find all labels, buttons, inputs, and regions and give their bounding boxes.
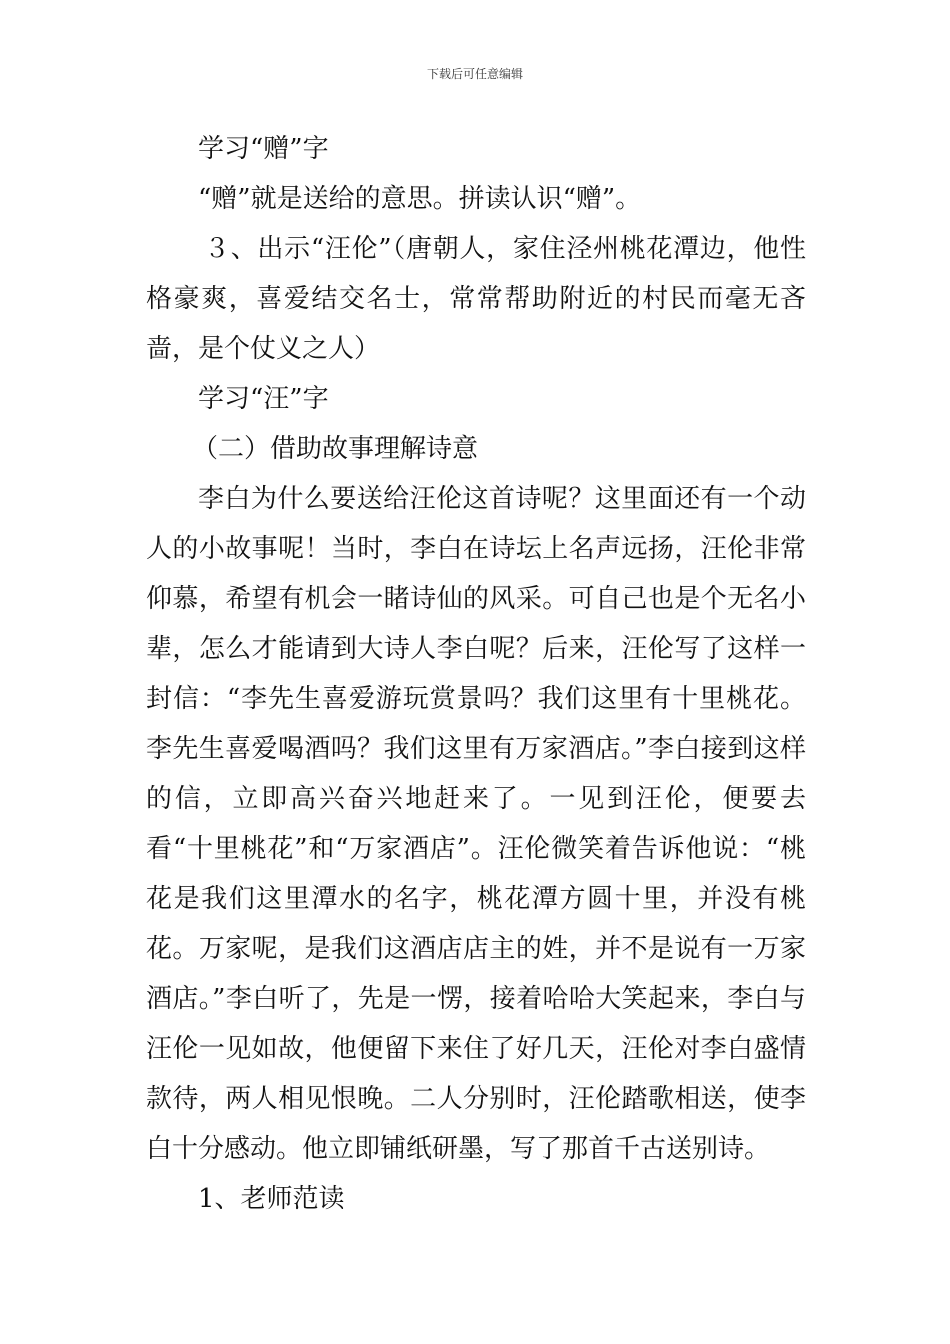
paragraph-learn-zeng: 学习“赠”字: [198, 134, 329, 164]
section-heading-story: （二）借助故事理解诗意: [192, 434, 479, 464]
paragraph-wang-lun-intro: ３、出示“汪伦”（唐朝人，家住泾州桃花潭边，他性格豪爽，喜爱结交名士，常常帮助附近的村民而毫无吝啬，是个仗义之人）: [146, 234, 806, 364]
paragraph-teacher-reading: 1、老师范读: [198, 1184, 345, 1214]
paragraph-zeng-meaning: “赠”就是送给的意思。拼读认识“赠”。: [198, 184, 642, 214]
paragraph-story: 李白为什么要送给汪伦这首诗呢？这里面还有一个动人的小故事呢！当时，李白在诗坛上名声远扬，汪伦非常仰慕，希望有机会一睹诗仙的风采。可自己也是个无名小辈，怎么才能请到大诗人李白呢？后来，汪伦写了这样一封信：“李先生喜爱游玩赏景吗？我们这里有十里桃花。李先生喜爱喝酒吗？我们这里有万家酒店。”李白接到这样的信，立即高兴奋兴地赶来了。一见到汪伦，便要去看“十里桃花”和“万家酒店”。汪伦微笑着告诉他说：“桃花是我们这里潭水的名字，桃花潭方圆十里，并没有桃花。万家呢，是我们这酒店店主的姓，并不是说有一万家酒店。”李白听了，先是一愣，接着哈哈大笑起来，李白与汪伦一见如故，他便留下来住了好几天，汪伦对李白盛情款待，两人相见恨晚。二人分别时，汪伦踏歌相送，使李白十分感动。他立即铺纸研墨，写了那首千古送别诗。: [146, 484, 806, 1164]
paragraph-learn-wang: 学习“汪”字: [198, 384, 329, 414]
page-header: 下载后可任意编辑: [426, 67, 523, 81]
document-body: [146, 124, 806, 1224]
